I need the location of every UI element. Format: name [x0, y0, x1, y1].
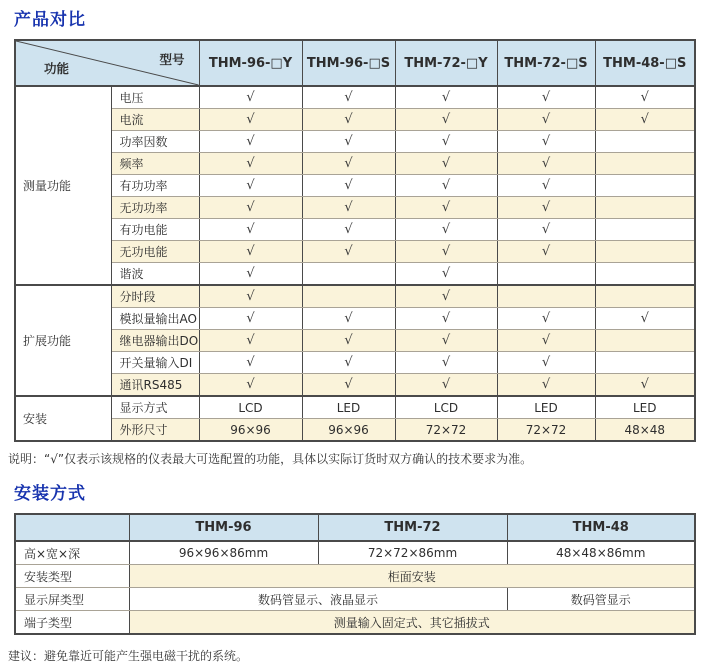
check-mark: √	[302, 86, 395, 109]
spec-label: 端子类型	[15, 611, 129, 635]
model-header: THM-96-□Y	[199, 40, 302, 86]
value-cell: LED	[497, 396, 595, 419]
feature-label: 功率因数	[111, 131, 199, 153]
check-mark: √	[302, 352, 395, 374]
spec-value: 测量输入固定式、其它插拔式	[129, 611, 695, 635]
check-mark: √	[497, 308, 595, 330]
check-mark: √	[395, 86, 497, 109]
feature-label: 分时段	[111, 285, 199, 308]
installation-table	[14, 513, 696, 635]
check-mark: √	[302, 153, 395, 175]
empty-cell	[497, 285, 595, 308]
model-header: THM-96	[129, 514, 318, 541]
feature-row	[15, 308, 695, 330]
feature-row	[15, 109, 695, 131]
group-label: 安装	[15, 396, 111, 441]
installation-row	[15, 588, 695, 611]
spec-value: 72×72×86mm	[318, 541, 507, 565]
feature-label: 无功电能	[111, 241, 199, 263]
check-mark: √	[497, 153, 595, 175]
feature-label: 开关量输入DI	[111, 352, 199, 374]
check-mark: √	[497, 86, 595, 109]
check-mark: √	[199, 86, 302, 109]
value-cell: 96×96	[302, 419, 395, 442]
feature-row	[15, 396, 695, 419]
empty-cell	[595, 175, 695, 197]
feature-label: 电流	[111, 109, 199, 131]
model-header: THM-96-□S	[302, 40, 395, 86]
check-mark: √	[302, 330, 395, 352]
feature-label: 电压	[111, 86, 199, 109]
feature-row	[15, 419, 695, 442]
check-mark: √	[395, 175, 497, 197]
check-mark: √	[199, 153, 302, 175]
value-cell: LED	[302, 396, 395, 419]
check-mark: √	[395, 131, 497, 153]
product-comparison-table	[14, 39, 696, 442]
installation-header-row	[15, 514, 695, 541]
feature-row	[15, 285, 695, 308]
model-header: THM-48	[507, 514, 695, 541]
section-title-installation: 安装方式	[14, 484, 86, 504]
spec-value: 数码管显示	[507, 588, 695, 611]
check-mark: √	[497, 109, 595, 131]
check-mark: √	[595, 109, 695, 131]
check-mark: √	[199, 330, 302, 352]
installation-row	[15, 565, 695, 588]
empty-cell	[595, 153, 695, 175]
empty-cell	[595, 131, 695, 153]
empty-cell	[595, 352, 695, 374]
model-header: THM-72-□Y	[395, 40, 497, 86]
feature-label: 无功功率	[111, 197, 199, 219]
model-header: THM-48-□S	[595, 40, 695, 86]
check-mark: √	[497, 175, 595, 197]
feature-row	[15, 86, 695, 109]
corner-label-model: 型号	[159, 52, 185, 67]
feature-label: 谐波	[111, 263, 199, 286]
feature-label: 有功功率	[111, 175, 199, 197]
check-mark: √	[497, 330, 595, 352]
value-cell: 72×72	[497, 419, 595, 442]
model-header: THM-72-□S	[497, 40, 595, 86]
value-cell: LCD	[199, 396, 302, 419]
check-mark: √	[199, 263, 302, 286]
check-mark: √	[302, 308, 395, 330]
feature-label: 有功电能	[111, 219, 199, 241]
check-mark: √	[302, 175, 395, 197]
empty-cell	[595, 219, 695, 241]
feature-row	[15, 197, 695, 219]
check-mark: √	[302, 219, 395, 241]
feature-row	[15, 131, 695, 153]
comparison-note: 说明：“√”仅表示该规格的仪表最大可选配置的功能，具体以实际订货时双方确认的技术要求为准。	[8, 452, 533, 466]
installation-row	[15, 611, 695, 635]
check-mark: √	[497, 374, 595, 397]
check-mark: √	[497, 131, 595, 153]
check-mark: √	[199, 374, 302, 397]
check-mark: √	[395, 219, 497, 241]
spec-label: 显示屏类型	[15, 588, 129, 611]
check-mark: √	[395, 153, 497, 175]
check-mark: √	[395, 374, 497, 397]
check-mark: √	[497, 219, 595, 241]
check-mark: √	[199, 109, 302, 131]
installation-note: 建议：避免靠近可能产生强电磁干扰的系统。	[8, 649, 249, 663]
value-cell: LED	[595, 396, 695, 419]
check-mark: √	[497, 352, 595, 374]
feature-row	[15, 241, 695, 263]
value-cell: 48×48	[595, 419, 695, 442]
empty-cell	[497, 263, 595, 286]
feature-row	[15, 330, 695, 352]
check-mark: √	[395, 263, 497, 286]
check-mark: √	[595, 374, 695, 397]
check-mark: √	[395, 285, 497, 308]
check-mark: √	[199, 175, 302, 197]
empty-cell	[302, 263, 395, 286]
group-label: 测量功能	[15, 86, 111, 285]
value-cell: LCD	[395, 396, 497, 419]
model-header-row	[15, 40, 695, 86]
spec-value: 数码管显示、液晶显示	[129, 588, 507, 611]
feature-label: 外形尺寸	[111, 419, 199, 442]
spec-value: 96×96×86mm	[129, 541, 318, 565]
check-mark: √	[199, 197, 302, 219]
check-mark: √	[199, 285, 302, 308]
group-label: 扩展功能	[15, 285, 111, 396]
check-mark: √	[497, 241, 595, 263]
check-mark: √	[395, 197, 497, 219]
check-mark: √	[395, 109, 497, 131]
check-mark: √	[199, 219, 302, 241]
empty-cell	[595, 241, 695, 263]
feature-row	[15, 374, 695, 397]
check-mark: √	[199, 131, 302, 153]
check-mark: √	[395, 308, 497, 330]
spec-value: 48×48×86mm	[507, 541, 695, 565]
feature-label: 通讯RS485	[111, 374, 199, 397]
check-mark: √	[302, 109, 395, 131]
empty-cell	[302, 285, 395, 308]
check-mark: √	[302, 241, 395, 263]
check-mark: √	[595, 86, 695, 109]
empty-cell	[595, 197, 695, 219]
check-mark: √	[199, 308, 302, 330]
check-mark: √	[497, 197, 595, 219]
spec-value: 柜面安装	[129, 565, 695, 588]
installation-row	[15, 541, 695, 565]
corner-label-function: 功能	[44, 61, 70, 76]
check-mark: √	[302, 374, 395, 397]
check-mark: √	[595, 308, 695, 330]
model-header: THM-72	[318, 514, 507, 541]
feature-row	[15, 263, 695, 286]
value-cell: 72×72	[395, 419, 497, 442]
feature-row	[15, 175, 695, 197]
blank-header-cell	[15, 514, 129, 541]
spec-label: 高×宽×深	[15, 541, 129, 565]
feature-row	[15, 352, 695, 374]
empty-cell	[595, 285, 695, 308]
spec-label: 安装类型	[15, 565, 129, 588]
corner-cell	[15, 40, 199, 86]
feature-row	[15, 153, 695, 175]
check-mark: √	[199, 352, 302, 374]
empty-cell	[595, 263, 695, 286]
check-mark: √	[395, 330, 497, 352]
feature-label: 模拟量输出AO	[111, 308, 199, 330]
value-cell: 96×96	[199, 419, 302, 442]
check-mark: √	[302, 197, 395, 219]
feature-label: 频率	[111, 153, 199, 175]
check-mark: √	[302, 131, 395, 153]
feature-label: 继电器输出DO	[111, 330, 199, 352]
feature-row	[15, 219, 695, 241]
empty-cell	[595, 330, 695, 352]
check-mark: √	[395, 352, 497, 374]
feature-label: 显示方式	[111, 396, 199, 419]
section-title-product-comparison: 产品对比	[14, 10, 86, 30]
check-mark: √	[199, 241, 302, 263]
check-mark: √	[395, 241, 497, 263]
